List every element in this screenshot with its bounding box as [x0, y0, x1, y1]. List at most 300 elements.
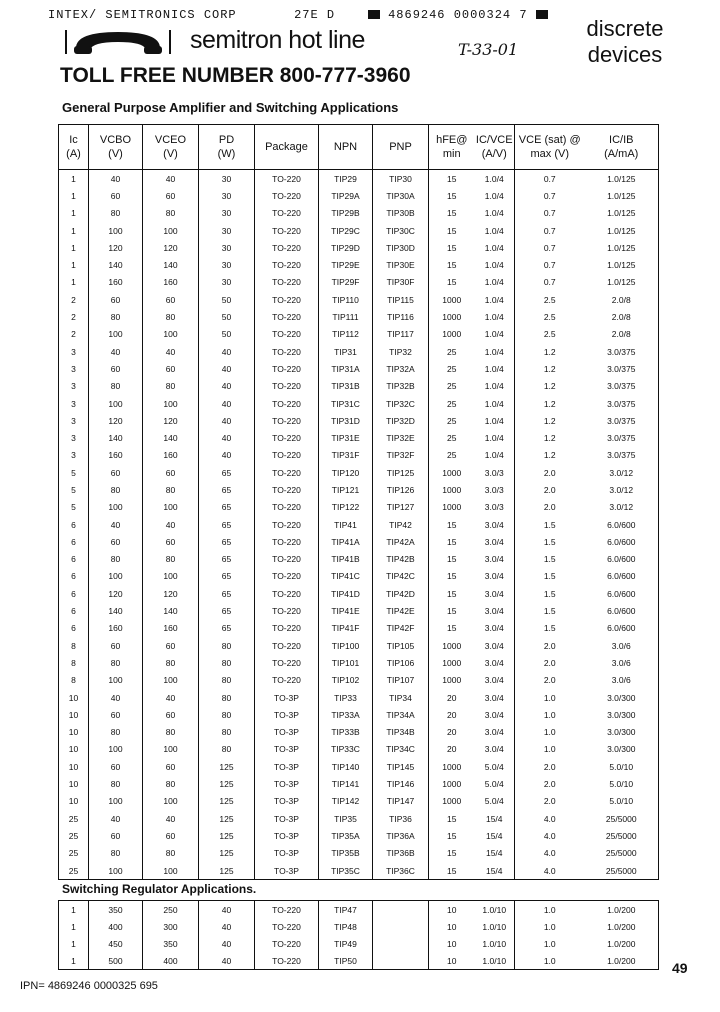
table-cell: TIP101	[319, 654, 373, 671]
table-cell: TIP32D	[373, 412, 429, 429]
table-cell: 0.7	[515, 239, 585, 256]
table-cell: 3.0/12	[609, 484, 634, 495]
table-cell: 80	[143, 205, 199, 222]
table-row	[59, 308, 659, 325]
table-cell: TIP42C	[373, 568, 429, 585]
table-cell: 15	[429, 827, 475, 844]
table-cell: 40	[199, 918, 255, 935]
table-cell: 1.2	[515, 343, 585, 360]
table-cell: 1.2	[515, 360, 585, 377]
table-cell: 50	[199, 308, 255, 325]
table-cell: 2	[71, 329, 76, 340]
table-row	[59, 706, 659, 723]
table-cell: 40	[89, 516, 143, 533]
table-cell: 5.0/10	[609, 796, 634, 807]
table-cell: 65	[199, 533, 255, 550]
table-cell: 100	[89, 568, 143, 585]
table-cell: 25	[429, 412, 475, 429]
table-cell: 140	[143, 256, 199, 273]
table-cell: 6	[71, 606, 76, 617]
table-cell: TO-3P	[255, 706, 319, 723]
table-cell: 1.0/125	[607, 242, 636, 253]
table-cell: 15	[429, 845, 475, 862]
table-cell: 1000	[429, 308, 475, 325]
table-row	[59, 222, 659, 239]
table-cell: 3.0/4	[484, 554, 504, 565]
table-cell: 6	[71, 571, 76, 582]
table-cell: TO-3P	[255, 775, 319, 792]
table-cell: 25	[429, 360, 475, 377]
table-cell: 100	[143, 395, 199, 412]
table-cell: 50	[199, 326, 255, 343]
table-cell: 100	[89, 326, 143, 343]
table-cell: 125	[199, 758, 255, 775]
table-cell: 3.0/375	[607, 363, 636, 374]
table-cell: 2.0	[515, 637, 585, 654]
table-cell: 2.0	[515, 793, 585, 810]
table-cell: 2	[71, 312, 76, 323]
table-cell: 10	[68, 761, 79, 772]
table-cell: 3	[71, 363, 76, 374]
table-cell: TIP120	[319, 464, 373, 481]
table-cell: 120	[143, 412, 199, 429]
table-cell: 80	[143, 378, 199, 395]
table-cell: 1	[71, 260, 76, 271]
table-cell: 65	[199, 481, 255, 498]
table-row	[59, 464, 659, 481]
table-cell: 1.0/4	[484, 225, 504, 236]
table-cell: 1.5	[515, 533, 585, 550]
table-cell: 40	[143, 170, 199, 188]
table-row	[59, 620, 659, 637]
table-cell: 3.0/4	[484, 744, 504, 755]
table-cell: TIP31A	[319, 360, 373, 377]
table-cell: TIP32A	[373, 360, 429, 377]
table-cell: 25	[429, 378, 475, 395]
table-cell: TIP142	[319, 793, 373, 810]
table-cell: 450	[89, 935, 143, 952]
table-cell: 100	[143, 741, 199, 758]
table-cell: 400	[143, 952, 199, 970]
table-cell: 25	[429, 395, 475, 412]
table-cell: 60	[89, 533, 143, 550]
table-cell: 1.0	[515, 689, 585, 706]
table-cell: 1.0/200	[607, 904, 636, 915]
table-cell: 60	[89, 360, 143, 377]
table-cell: 1	[71, 208, 76, 219]
table-cell: 1.0/200	[607, 955, 636, 966]
table-cell: TIP32C	[373, 395, 429, 412]
table-cell: 3	[71, 398, 76, 409]
table-cell: 3.0/300	[607, 744, 636, 755]
table-cell: 25	[429, 447, 475, 464]
table-cell: TIP29B	[319, 205, 373, 222]
table-cell: 400	[89, 918, 143, 935]
table-cell: 80	[143, 481, 199, 498]
table-cell: 5	[71, 502, 76, 513]
table-cell: 1	[71, 173, 76, 184]
table-cell: 3.0/4	[484, 588, 504, 599]
table-cell: 4.0	[515, 862, 585, 880]
table-cell: 100	[143, 326, 199, 343]
table-cell: 3	[71, 415, 76, 426]
table-cell: 60	[89, 827, 143, 844]
amplifier-section-title: General Purpose Amplifier and Switching Applications	[62, 100, 399, 115]
table-row	[59, 239, 659, 256]
category-label	[570, 16, 680, 68]
table-cell: 0.7	[515, 222, 585, 239]
table-cell: 0.7	[515, 170, 585, 188]
table-cell: 60	[89, 706, 143, 723]
table-cell: TO-220	[255, 412, 319, 429]
table-cell: 1.0/125	[607, 277, 636, 288]
table-cell: 40	[89, 343, 143, 360]
table-row	[59, 256, 659, 273]
table-row	[59, 689, 659, 706]
table-cell: 3.0/6	[611, 657, 631, 668]
scan-header-line	[48, 8, 548, 22]
table-cell: 10	[68, 744, 79, 755]
table-cell: 100	[143, 793, 199, 810]
table-cell: 1.0/4	[484, 242, 504, 253]
tollfree-number: TOLL FREE NUMBER 800-777-3960	[60, 64, 411, 87]
table-row	[59, 291, 659, 308]
barcode-number: 4869246 0000324 7	[388, 8, 528, 22]
table-cell: 1.0	[515, 724, 585, 741]
table-cell: 10	[429, 952, 475, 970]
table-cell: TO-220	[255, 918, 319, 935]
table-cell: 40	[199, 901, 255, 919]
table-cell: 25	[429, 429, 475, 446]
table-cell: 25	[68, 865, 79, 876]
table-cell: 125	[199, 845, 255, 862]
table-cell: 1.0/10	[482, 955, 507, 966]
table-cell: 25/5000	[605, 813, 637, 824]
table-cell: TIP32E	[373, 429, 429, 446]
table-cell: 40	[199, 952, 255, 970]
table-cell: TO-3P	[255, 862, 319, 880]
table-cell: 80	[199, 654, 255, 671]
table-cell: 1.2	[515, 395, 585, 412]
table-cell: 40	[143, 516, 199, 533]
table-cell: 80	[89, 775, 143, 792]
table-cell: 10	[429, 935, 475, 952]
table-cell	[373, 918, 429, 935]
table-cell: 60	[89, 464, 143, 481]
table-cell: 3.0/4	[484, 675, 504, 686]
table-cell: 125	[199, 827, 255, 844]
table-cell: 3.0/3	[484, 467, 504, 478]
table-cell: 80	[89, 481, 143, 498]
table-cell: TIP117	[373, 326, 429, 343]
col-vce-sat: VCE (sat) @ max (V)	[515, 125, 585, 170]
table-cell: 100	[89, 793, 143, 810]
table-cell: 15	[429, 205, 475, 222]
table-cell: TIP35A	[319, 827, 373, 844]
table-cell: 1.2	[515, 429, 585, 446]
table-cell: 60	[89, 187, 143, 204]
table-cell: 3.0/375	[607, 398, 636, 409]
table-row	[59, 918, 659, 935]
table-cell: 1000	[429, 291, 475, 308]
table-cell: 30	[199, 222, 255, 239]
table-row	[59, 793, 659, 810]
ipn-code: IPN= 4869246 0000325 695	[20, 980, 158, 992]
table-cell: 2.0	[515, 499, 585, 516]
table-cell: TO-220	[255, 637, 319, 654]
table-cell: 60	[143, 533, 199, 550]
handwritten-note: T-33-01	[458, 40, 519, 59]
table-cell: 10	[68, 692, 79, 703]
table-cell: TIP29E	[319, 256, 373, 273]
table-cell: 3.0/6	[611, 640, 631, 651]
table-cell: 25/5000	[605, 830, 637, 841]
table-row	[59, 568, 659, 585]
table-cell: 80	[199, 724, 255, 741]
table-cell: 2	[71, 294, 76, 305]
table-cell: TO-220	[255, 291, 319, 308]
table-cell: 3	[71, 450, 76, 461]
table-cell: TIP32	[373, 343, 429, 360]
table-cell: TO-3P	[255, 689, 319, 706]
table-cell: 4.0	[515, 827, 585, 844]
table-cell: 3.0/4	[484, 640, 504, 651]
table-cell: 6	[71, 519, 76, 530]
table-cell: TIP42F	[373, 620, 429, 637]
table-cell: 2.5	[515, 291, 585, 308]
table-cell: TIP30C	[373, 222, 429, 239]
table-cell: 3.0/3	[484, 484, 504, 495]
table-cell: 15	[429, 274, 475, 291]
table-cell: TIP36B	[373, 845, 429, 862]
table-row	[59, 326, 659, 343]
table-cell: 25	[68, 848, 79, 859]
table-cell: 4.0	[515, 810, 585, 827]
table-cell: 500	[89, 952, 143, 970]
table-cell: TIP105	[373, 637, 429, 654]
col-vcbo: VCBO (V)	[89, 125, 143, 170]
table-cell: 1.0/4	[484, 329, 504, 340]
table-cell: 125	[199, 862, 255, 880]
table-cell: 30	[199, 170, 255, 188]
table-cell: 1.0/4	[484, 398, 504, 409]
table-cell: 100	[89, 222, 143, 239]
table-cell: TIP34	[373, 689, 429, 706]
table-cell: 1.0/4	[484, 190, 504, 201]
table-cell: 10	[68, 796, 79, 807]
table-cell: 1.0/4	[484, 173, 504, 184]
table-cell: TO-220	[255, 378, 319, 395]
table-row	[59, 360, 659, 377]
table-cell: 65	[199, 499, 255, 516]
telephone-handset-icon	[62, 24, 174, 60]
table-cell: 15	[429, 862, 475, 880]
table-row	[59, 447, 659, 464]
table-cell: TIP41	[319, 516, 373, 533]
table-cell: 100	[89, 741, 143, 758]
table-cell: 100	[89, 862, 143, 880]
table-cell: TO-220	[255, 481, 319, 498]
table-cell: 1.0/125	[607, 208, 636, 219]
table-cell: 80	[89, 845, 143, 862]
table-cell: 80	[89, 308, 143, 325]
table-cell: 1.0/125	[607, 225, 636, 236]
table-cell: 1.0	[515, 741, 585, 758]
page-number: 49	[672, 960, 688, 976]
table-cell: TIP41C	[319, 568, 373, 585]
table-cell: 60	[89, 291, 143, 308]
table-cell: 1.2	[515, 447, 585, 464]
table-cell: 15	[429, 585, 475, 602]
table-cell: 80	[89, 724, 143, 741]
table-cell: 100	[89, 672, 143, 689]
table-cell	[373, 952, 429, 970]
table-cell: 40	[89, 810, 143, 827]
table-cell: 60	[143, 360, 199, 377]
table-cell: TO-220	[255, 516, 319, 533]
table-cell: 1000	[429, 499, 475, 516]
table-cell: 60	[89, 637, 143, 654]
table-cell: 15	[429, 239, 475, 256]
table-cell: 1.0/10	[482, 904, 507, 915]
table-cell: TIP48	[319, 918, 373, 935]
table-cell: 8	[71, 640, 76, 651]
table-cell: TIP41A	[319, 533, 373, 550]
table-cell: TO-220	[255, 654, 319, 671]
table-cell: 1	[71, 938, 76, 949]
table-cell: 100	[89, 499, 143, 516]
table-cell: 65	[199, 602, 255, 619]
col-ic-ib: IC/IB (A/mA)	[585, 125, 659, 170]
barcode-block-icon	[536, 10, 548, 19]
table-row	[59, 827, 659, 844]
table-cell: 15/4	[485, 813, 503, 824]
table-cell: TO-220	[255, 533, 319, 550]
table-cell: 2.0	[515, 672, 585, 689]
table-cell: 60	[143, 291, 199, 308]
table-cell: TO-3P	[255, 827, 319, 844]
table-cell: TIP127	[373, 499, 429, 516]
table-cell: TO-3P	[255, 724, 319, 741]
table-cell: 1.0/4	[484, 450, 504, 461]
table-cell: 3.0/4	[484, 709, 504, 720]
table-cell: 40	[89, 170, 143, 188]
table-cell: TO-220	[255, 170, 319, 188]
table-cell: TIP34A	[373, 706, 429, 723]
table-row	[59, 654, 659, 671]
table-cell: 6.0/600	[607, 623, 636, 634]
table-cell: 40	[199, 378, 255, 395]
table-row	[59, 741, 659, 758]
table-cell: 80	[143, 845, 199, 862]
table-cell: 1	[71, 242, 76, 253]
table-cell: 1.0	[515, 901, 585, 919]
table-cell: TIP30B	[373, 205, 429, 222]
table-cell: TIP107	[373, 672, 429, 689]
table-cell: 80	[89, 205, 143, 222]
table-row	[59, 378, 659, 395]
col-npn: NPN	[319, 125, 373, 170]
table-cell: 2.0	[515, 758, 585, 775]
table-cell: 15	[429, 602, 475, 619]
table-cell: 60	[143, 187, 199, 204]
table-cell: 1.0/4	[484, 294, 504, 305]
table-cell: 8	[71, 675, 76, 686]
table-row	[59, 935, 659, 952]
table-cell: 5.0/4	[484, 761, 504, 772]
table-cell: TO-220	[255, 274, 319, 291]
table-cell: 40	[199, 447, 255, 464]
table-cell: TIP30A	[373, 187, 429, 204]
table-cell: 6.0/600	[607, 554, 636, 565]
table-cell: TO-220	[255, 395, 319, 412]
table-cell: 30	[199, 187, 255, 204]
table-cell: TO-220	[255, 343, 319, 360]
table-cell: 60	[143, 706, 199, 723]
table-cell: 3	[71, 381, 76, 392]
table-cell: 300	[143, 918, 199, 935]
table-cell: 6.0/600	[607, 536, 636, 547]
table-cell: 1.0/10	[482, 921, 507, 932]
table-cell: 140	[143, 429, 199, 446]
table-cell: 40	[199, 360, 255, 377]
table-cell: 3.0/4	[484, 519, 504, 530]
table-cell: 20	[429, 706, 475, 723]
table-cell: 160	[143, 620, 199, 637]
table-cell: 3.0/3	[484, 502, 504, 513]
table-cell: 2.0	[515, 464, 585, 481]
table-cell: 3.0/375	[607, 415, 636, 426]
table-row	[59, 637, 659, 654]
table-row	[59, 170, 659, 188]
table-cell: TIP29D	[319, 239, 373, 256]
table-cell: 40	[199, 935, 255, 952]
table-cell: 2.5	[515, 308, 585, 325]
table-cell: 65	[199, 620, 255, 637]
table-cell: 1.0/200	[607, 921, 636, 932]
table-cell: TO-220	[255, 551, 319, 568]
table-cell: 1000	[429, 672, 475, 689]
table-cell: 100	[143, 862, 199, 880]
table-cell: TIP112	[319, 326, 373, 343]
table-cell: 1.2	[515, 412, 585, 429]
table-row	[59, 602, 659, 619]
table-cell: 80	[143, 775, 199, 792]
table-cell: TIP141	[319, 775, 373, 792]
table-cell: 3.0/4	[484, 727, 504, 738]
table-cell: 20	[429, 689, 475, 706]
table-cell: 6	[71, 554, 76, 565]
table-cell: TIP34B	[373, 724, 429, 741]
table-cell: 80	[143, 308, 199, 325]
table-cell: 1	[71, 904, 76, 915]
table-cell: 30	[199, 274, 255, 291]
table-cell: 3.0/375	[607, 381, 636, 392]
table-cell: TIP146	[373, 775, 429, 792]
table-cell: 15	[429, 620, 475, 637]
table-cell: TIP30D	[373, 239, 429, 256]
table-row	[59, 775, 659, 792]
col-hfe: hFE@ min	[429, 125, 475, 170]
table-cell: 2.5	[515, 326, 585, 343]
table-cell: 8	[71, 657, 76, 668]
table-cell: 160	[143, 274, 199, 291]
table-cell	[373, 935, 429, 952]
barcode-block-icon	[368, 10, 380, 19]
table-cell: 80	[199, 706, 255, 723]
table-cell: 80	[143, 724, 199, 741]
table-cell: TIP42E	[373, 602, 429, 619]
